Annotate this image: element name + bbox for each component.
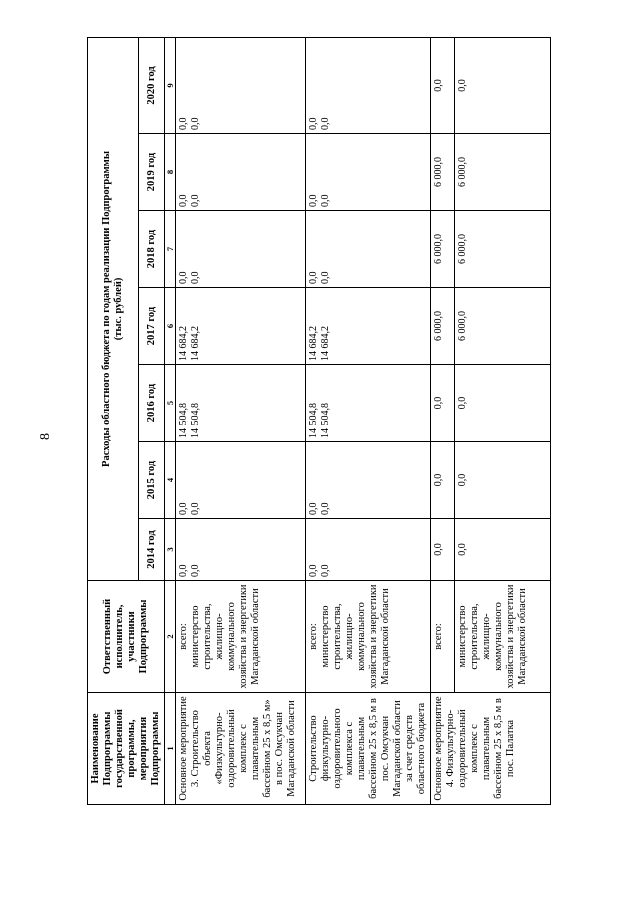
value-cell: 0,0 — [431, 365, 455, 442]
year-header: 2019 год — [139, 134, 165, 211]
value-cell: 0,0 0,0 — [306, 134, 431, 211]
year-header: 2017 год — [139, 288, 165, 365]
value-cell: 6 000,0 — [455, 288, 551, 365]
col-index: 5 — [165, 365, 176, 442]
value-cell: 0,0 — [455, 37, 551, 133]
table-row — [176, 37, 306, 804]
value-cell: 0,0 — [455, 442, 551, 519]
row-executor — [176, 581, 306, 693]
col-header-executor: Ответственный исполнитель, участники Подпрограммы — [88, 581, 165, 693]
value-cell: 6 000,0 — [431, 288, 455, 365]
value-cell: 6 000,0 — [455, 134, 551, 211]
value-cell: 0,0 0,0 — [306, 211, 431, 288]
executor-name: министерство строительства, жилищно-коммунального хозяйства и энергетики Магаданской области — [455, 581, 551, 693]
value-cell: 0,0 0,0 — [306, 37, 431, 133]
budget-header — [88, 37, 139, 580]
col-index: 4 — [165, 442, 176, 519]
value-cell: 0,0 0,0 — [176, 519, 306, 581]
value-cell: 6 000,0 — [431, 211, 455, 288]
value-cell: 14 504,8 14 504,8 — [306, 365, 431, 442]
col-index: 9 — [165, 37, 176, 133]
value-cell: 6 000,0 — [455, 211, 551, 288]
value-cell: 14 684,2 14 684,2 — [176, 288, 306, 365]
table-row — [455, 37, 551, 804]
year-header: 2018 год — [139, 211, 165, 288]
value-cell: 0,0 — [431, 37, 455, 133]
executor-name: министерство строительства, жилищно-коммунального хозяйства и энергетики Магаданской области — [190, 584, 261, 689]
row-name: Основное мероприятие 3. Строительство объекта «Физкультурно-оздоровительный комплекс с плавательным бассейном 25 х 8,5 м» в пос. Омсукчан Магаданской области — [176, 693, 306, 805]
budget-header-title: Расходы областного бюджета по годам реализации Подпрограммы — [101, 150, 113, 467]
value-cell: 0,0 0,0 — [176, 134, 306, 211]
col-index: 1 — [165, 693, 176, 805]
table-row — [431, 37, 455, 804]
col-index: 6 — [165, 288, 176, 365]
year-header: 2016 год — [139, 365, 165, 442]
value-cell: 14 504,8 14 504,8 — [176, 365, 306, 442]
executor-name: министерство строительства, жилищно-коммунального хозяйства и энергетики Магаданской области — [320, 584, 391, 689]
total-label: всего: — [308, 623, 319, 650]
year-header: 2014 год — [139, 519, 165, 581]
value-cell: 0,0 0,0 — [306, 442, 431, 519]
row-name: Основное мероприятие 4. Физкультурно-оздоровительный комплекс с плавательным бассейном 25 х 8,5 м в пос. Палатка — [431, 693, 551, 805]
value-cell: 0,0 0,0 — [306, 519, 431, 581]
year-header: 2020 год — [139, 37, 165, 133]
value-cell: 0,0 0,0 — [176, 37, 306, 133]
budget-table-sheet — [87, 38, 540, 805]
col-index: 3 — [165, 519, 176, 581]
page-number: 8 — [38, 433, 53, 440]
value-cell: 0,0 — [431, 519, 455, 581]
row-name: Строительство физкультурно-оздоровительного комплекса с плавательным бассейном 25 х 8,5 м в пос. Омсукчан Магаданской области за счет средств областного бюджета — [306, 693, 431, 805]
table-row — [306, 37, 431, 804]
value-cell: 0,0 — [431, 442, 455, 519]
value-cell: 6 000,0 — [431, 134, 455, 211]
value-cell: 0,0 0,0 — [176, 211, 306, 288]
total-label: всего: — [178, 623, 189, 650]
year-header: 2015 год — [139, 442, 165, 519]
col-header-name: Наименование Подпрограммы государственной программы, мероприятия Подпрограммы — [88, 693, 165, 805]
col-index: 2 — [165, 581, 176, 693]
value-cell: 0,0 — [455, 519, 551, 581]
col-index: 8 — [165, 134, 176, 211]
total-label: всего: — [431, 581, 455, 693]
row-executor — [306, 581, 431, 693]
value-cell: 0,0 — [455, 365, 551, 442]
col-index: 7 — [165, 211, 176, 288]
value-cell: 0,0 0,0 — [176, 442, 306, 519]
budget-header-unit: (тыс. рублей) — [113, 277, 125, 341]
budget-table — [87, 37, 551, 805]
value-cell: 14 684,2 14 684,2 — [306, 288, 431, 365]
